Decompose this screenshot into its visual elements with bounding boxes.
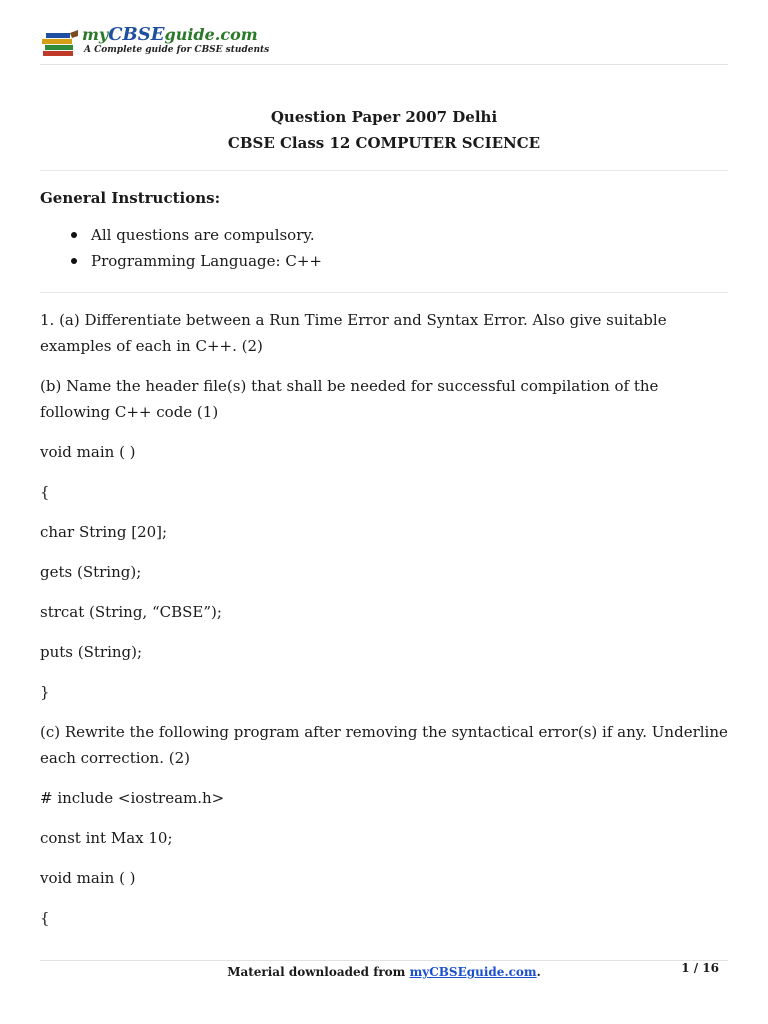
books-icon: [40, 30, 80, 58]
page-header: [40, 26, 728, 65]
code-line: void main ( ): [40, 869, 136, 887]
logo-wordmark: myCBSEguide.com: [82, 24, 258, 45]
paragraph: (c) Rewrite the following program after removing the syntactical error(s) if any. Underline each correction. (2): [40, 723, 728, 767]
page-footer: [40, 962, 728, 982]
divider: [40, 292, 728, 293]
code-line: {: [40, 483, 50, 501]
document-title-block: [40, 104, 728, 156]
code-line: puts (String);: [40, 643, 143, 661]
code-line: gets (String);: [40, 563, 142, 581]
list-item: All questions are compulsory.: [40, 222, 728, 248]
instructions-list: [40, 222, 728, 274]
site-logo[interactable]: [40, 24, 270, 60]
footer-note: Material downloaded from myCBSEguide.com.: [227, 965, 541, 979]
code-line: const int Max 10;: [40, 829, 173, 847]
code-line: {: [40, 909, 50, 927]
document-subtitle: CBSE Class 12 COMPUTER SCIENCE: [227, 134, 541, 152]
paragraph: (b) Name the header file(s) that shall be needed for successful compilation of the following C++ code (1): [40, 377, 659, 421]
bullet-icon: [71, 258, 77, 264]
instructions-heading: General Instructions:: [40, 189, 221, 207]
question-body: [40, 307, 728, 945]
code-line: char String [20];: [40, 523, 168, 541]
footer-link[interactable]: myCBSEguide.com: [409, 965, 537, 979]
logo-tagline: A Complete guide for CBSE students: [84, 45, 270, 55]
divider: [40, 170, 728, 171]
document-title: Question Paper 2007 Delhi: [270, 108, 498, 126]
bullet-icon: [71, 232, 77, 238]
page-indicator: 1 / 16: [681, 961, 719, 975]
instructions-section: [40, 186, 728, 274]
code-line: # include <iostream.h>: [40, 789, 225, 807]
paragraph: 1. (a) Differentiate between a Run Time Error and Syntax Error. Also give suitable examples of each in C++. (2): [40, 311, 667, 355]
list-item: Programming Language: C++: [40, 248, 728, 274]
code-line: void main ( ): [40, 443, 136, 461]
code-line: strcat (String, “CBSE”);: [40, 603, 222, 621]
code-line: }: [40, 683, 50, 701]
footer-divider: [40, 960, 728, 961]
